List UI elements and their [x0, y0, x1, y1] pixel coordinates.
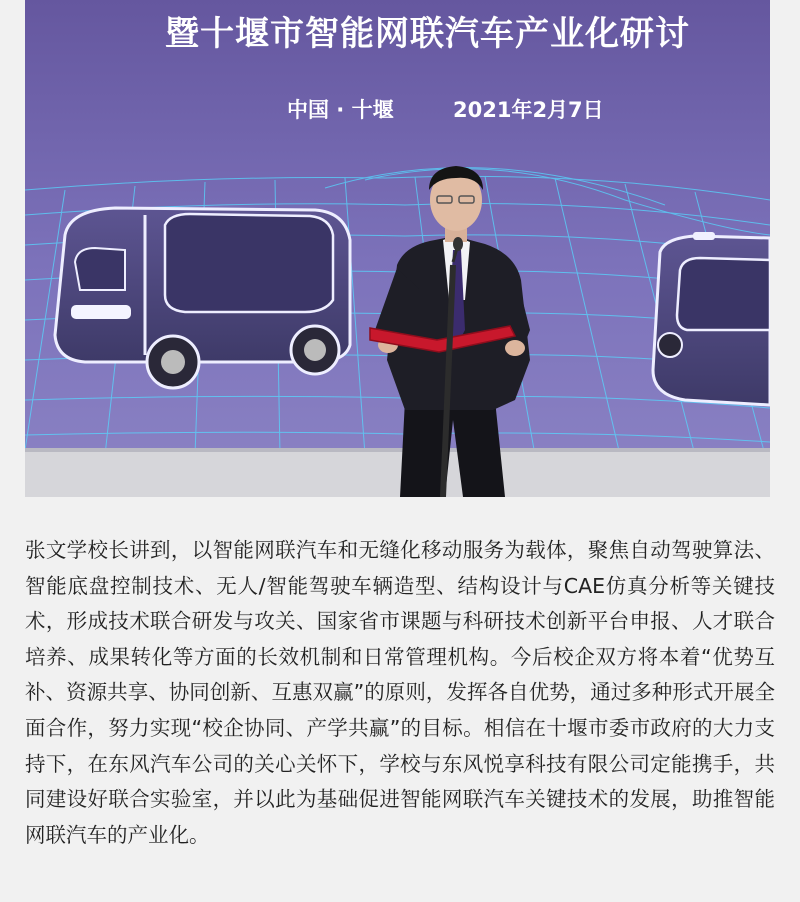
- autonomous-van-left: [55, 208, 350, 388]
- autonomous-van-right: [653, 232, 770, 405]
- event-photo-illustration: [25, 0, 770, 497]
- event-photo: [25, 0, 770, 497]
- banner-date: 2021年2月7日: [453, 98, 604, 122]
- stage-floor: [25, 450, 770, 497]
- banner-title: 暨十堰市智能网联汽车产业化研讨: [165, 14, 690, 54]
- article-paragraph: 张文学校长讲到，以智能网联汽车和无缝化移动服务为载体，聚焦自动驾驶算法、智能底盘控制技术、无人/智能驾驶车辆造型、结构设计与CAE仿真分析等关键技术，形成技术联合研发与攻关、国家省市课题与科研技术创新平台申报、人才联合培养、成果转化等方面的长效机制和日常管理机构。今后校企双方将本着“优势互补、资源共享、协同创新、互惠双赢”的原则，发挥各自优势，通过多种形式开展全面合作，努力实现“校企协同、产学共赢”的目标。相信在十堰市委市政府的大力支持下，在东风汽车公司的关心关怀下，学校与东风悦享科技有限公司定能携手，共同建设好联合实验室，并以此为基础促进智能网联汽车关键技术的发展，助推智能网联汽车的产业化。: [25, 538, 775, 847]
- banner-location: 中国 · 十堰: [287, 98, 394, 122]
